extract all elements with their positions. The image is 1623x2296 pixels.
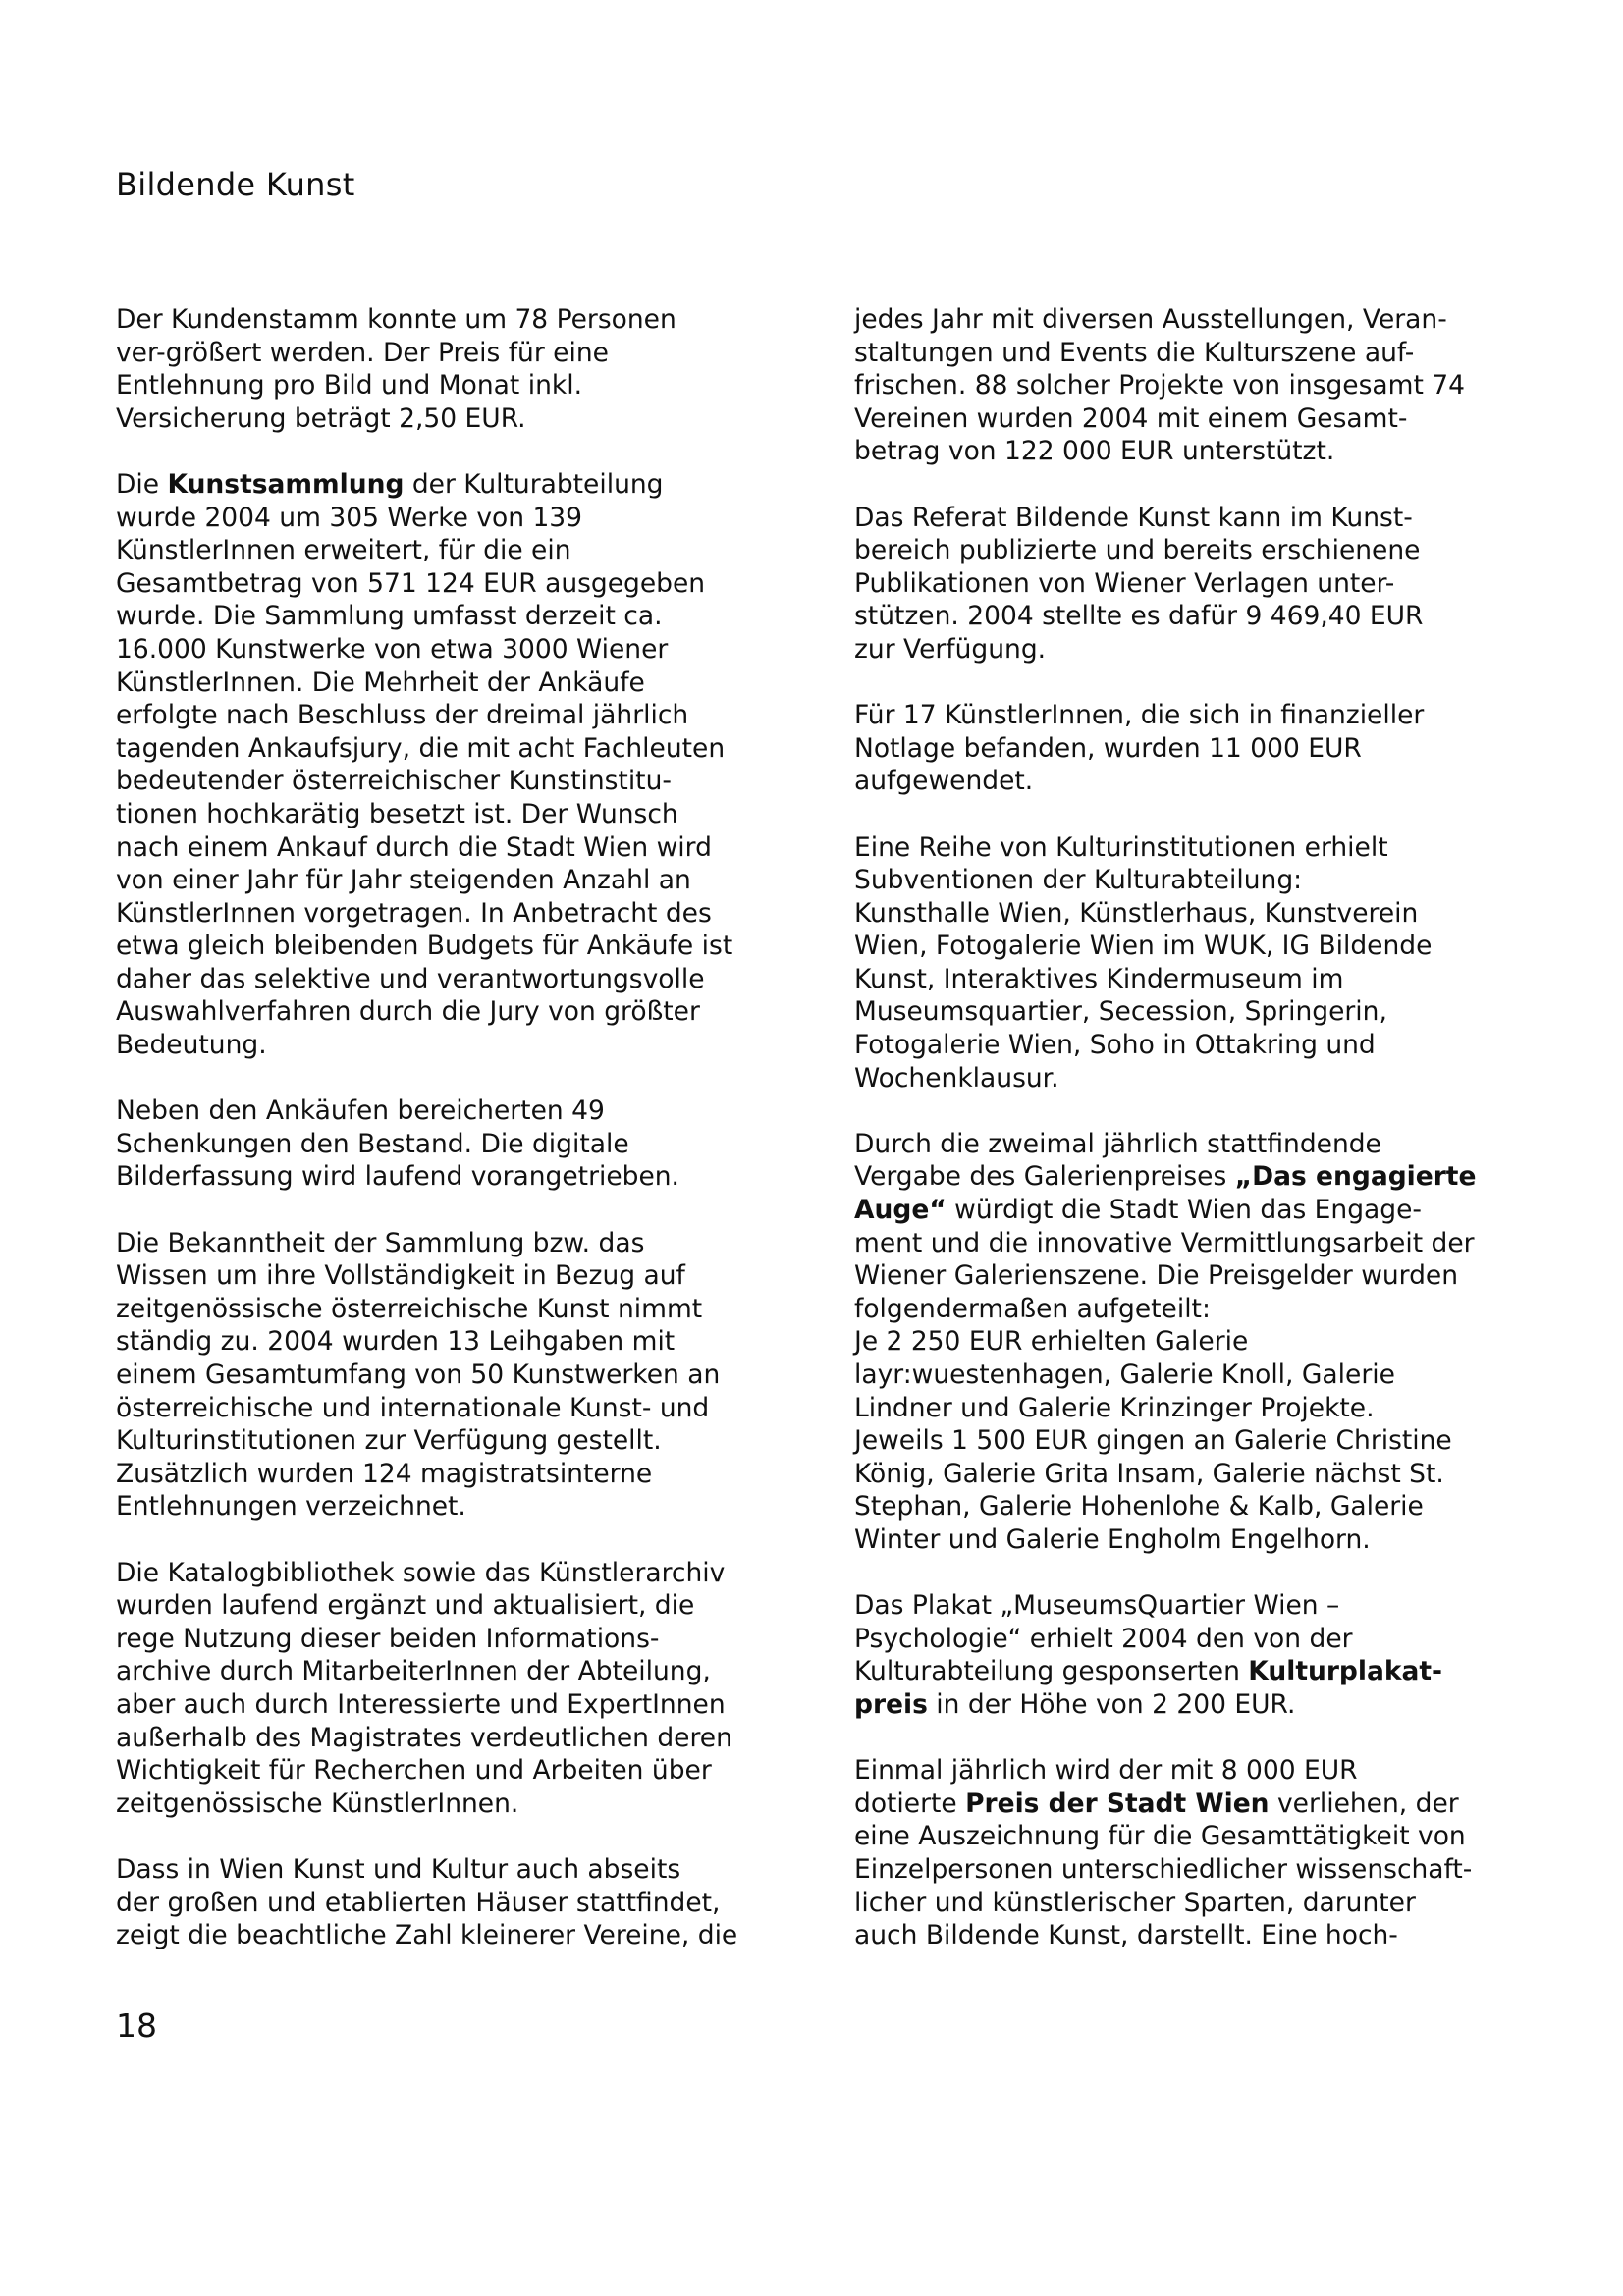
- text-run: KünstlerInnen erweitert, für die ein: [116, 535, 571, 566]
- text-line: [116, 468, 793, 502]
- text-run: frischen. 88 solcher Projekte von insgesamt 74: [854, 370, 1465, 401]
- text-run: Die Katalogbibliothek sowie das Künstlerarchiv: [116, 1557, 726, 1588]
- text-line: [116, 930, 793, 963]
- text-run: aber auch durch Interessierte und ExpertInnen: [116, 1688, 726, 1720]
- text-run: staltungen und Events die Kulturszene auf-: [854, 337, 1415, 368]
- paragraph: [854, 1754, 1532, 1952]
- text-line: [854, 732, 1532, 766]
- text-run: stützen. 2004 stellte es dafür 9 469,40 EUR: [854, 601, 1424, 632]
- text-line: [116, 963, 793, 996]
- text-run: Auswahlverfahren durch die Jury von größter: [116, 996, 700, 1028]
- text-run: Wien, Fotogalerie Wien im WUK, IG Bildende: [854, 931, 1433, 962]
- text-run: ständig zu. 2004 wurden 13 Leihgaben mit: [116, 1326, 676, 1358]
- text-run: Kunsthalle Wien, Künstlerhaus, Kunstverein: [854, 897, 1419, 929]
- text-line: [854, 765, 1532, 798]
- text-run: Neben den Ankäufen bereicherten 49: [116, 1095, 605, 1127]
- paragraph: [116, 1095, 793, 1194]
- text-line: [116, 1325, 793, 1359]
- text-line: [854, 864, 1532, 897]
- text-line: [854, 995, 1532, 1029]
- text-run: wurde. Die Sammlung umfasst derzeit ca.: [116, 601, 663, 632]
- text-line: [116, 765, 793, 798]
- text-line: [116, 534, 793, 567]
- text-run: Lindner und Galerie Krinzinger Projekte.: [854, 1392, 1375, 1423]
- text-line: [116, 1722, 793, 1755]
- text-run: der Kulturabteilung: [404, 468, 664, 500]
- text-line: [116, 402, 793, 436]
- paragraph: [854, 303, 1532, 468]
- paragraph: [854, 502, 1532, 667]
- text-line: [854, 930, 1532, 963]
- text-line: [116, 1392, 793, 1425]
- text-run: Wissen um ihre Vollständigkeit in Bezug auf: [116, 1260, 685, 1292]
- paragraph: [116, 468, 793, 1062]
- text-line: [854, 1458, 1532, 1491]
- paragraph: [854, 1589, 1532, 1721]
- text-run: Das Plakat „MuseumsQuartier Wien –: [854, 1590, 1340, 1622]
- text-run: Entlehnungen verzeichnet.: [116, 1491, 466, 1522]
- text-run: Kulturinstitutionen zur Verfügung gestellt.: [116, 1425, 662, 1457]
- text-line: [116, 1293, 793, 1326]
- text-run: nach einem Ankauf durch die Stadt Wien wird: [116, 831, 712, 863]
- text-line: [854, 567, 1532, 601]
- text-line: [116, 1589, 793, 1623]
- text-run: Die Bekanntheit der Sammlung bzw. das: [116, 1227, 645, 1258]
- text-line: [854, 502, 1532, 535]
- text-line: [854, 534, 1532, 567]
- text-run: der großen und etablierten Häuser stattfindet,: [116, 1887, 721, 1918]
- text-line: [116, 369, 793, 402]
- text-run: betrag von 122 000 EUR unterstützt.: [854, 436, 1335, 467]
- text-line: [854, 831, 1532, 865]
- text-run: Versicherung beträgt 2,50 EUR.: [116, 402, 526, 434]
- bold-text: Kulturplakat-: [1248, 1656, 1443, 1687]
- text-run: ment und die innovative Vermittlungsarbeit der: [854, 1227, 1475, 1258]
- text-run: Publikationen von Wiener Verlagen unter-: [854, 567, 1395, 599]
- text-line: [854, 337, 1532, 370]
- text-run: Vereinen wurden 2004 mit einem Gesamt-: [854, 402, 1408, 434]
- text-line: [854, 303, 1532, 337]
- text-run: layr:wuestenhagen, Galerie Knoll, Galerie: [854, 1360, 1395, 1390]
- text-line: [116, 1095, 793, 1128]
- text-line: [854, 1259, 1532, 1293]
- text-line: [854, 1820, 1532, 1853]
- text-line: [116, 337, 793, 370]
- text-line: [116, 995, 793, 1029]
- bold-text: Auge“: [854, 1195, 947, 1226]
- text-line: [854, 1887, 1532, 1920]
- text-line: [854, 1062, 1532, 1095]
- text-run: zeigt die beachtliche Zahl kleinerer Vereine, die: [116, 1920, 738, 1951]
- text-line: [854, 1688, 1532, 1722]
- text-run: Eine Reihe von Kulturinstitutionen erhielt: [854, 831, 1388, 863]
- text-line: [854, 1160, 1532, 1194]
- text-run: Zusätzlich wurden 124 magistratsinterne: [116, 1458, 653, 1489]
- text-run: Einzelpersonen unterschiedlicher wissenschaft-: [854, 1853, 1473, 1885]
- text-run: dotierte: [854, 1788, 966, 1819]
- text-line: [854, 1194, 1532, 1227]
- text-run: Subventionen der Kulturabteilung:: [854, 865, 1303, 896]
- text-line: [116, 1754, 793, 1788]
- text-run: zeitgenössische österreichische Kunst nimmt: [116, 1293, 703, 1324]
- text-run: Schenkungen den Bestand. Die digitale: [116, 1128, 629, 1159]
- text-run: zur Verfügung.: [854, 633, 1047, 665]
- text-line: [116, 831, 793, 865]
- text-line: [854, 1029, 1532, 1062]
- text-run: auch Bildende Kunst, darstellt. Eine hoch-: [854, 1920, 1398, 1951]
- text-run: Durch die zweimal jährlich stattfindende: [854, 1128, 1381, 1159]
- text-run: Kulturabteilung gesponserten: [854, 1656, 1249, 1687]
- text-run: ver-größert werden. Der Preis für eine: [116, 337, 609, 368]
- text-line: [116, 1919, 793, 1952]
- text-run: Wiener Galerienszene. Die Preisgelder wurden: [854, 1260, 1459, 1292]
- bold-text: „Das engagierte: [1234, 1161, 1477, 1193]
- text-run: Psychologie“ erhielt 2004 den von der: [854, 1623, 1353, 1654]
- text-line: [854, 1655, 1532, 1688]
- text-run: zeitgenössische KünstlerInnen.: [116, 1788, 519, 1819]
- text-line: [116, 1788, 793, 1821]
- text-line: [854, 1293, 1532, 1326]
- text-run: etwa gleich bleibenden Budgets für Ankäufe ist: [116, 931, 733, 962]
- text-run: Das Referat Bildende Kunst kann im Kunst-: [854, 502, 1413, 533]
- bold-text: Kunstsammlung: [167, 468, 405, 500]
- text-line: [116, 667, 793, 700]
- text-line: [854, 1424, 1532, 1458]
- text-run: würdigt die Stadt Wien das Engage-: [946, 1195, 1422, 1226]
- text-line: [854, 1623, 1532, 1656]
- text-line: [116, 1227, 793, 1260]
- text-line: [854, 1788, 1532, 1821]
- text-line: [116, 1623, 793, 1656]
- paragraph: [116, 1227, 793, 1523]
- text-line: [116, 1655, 793, 1688]
- page-number: 18: [116, 2006, 157, 2045]
- text-line: [116, 567, 793, 601]
- text-run: Bedeutung.: [116, 1030, 267, 1061]
- paragraph: [116, 1853, 793, 1952]
- text-run: wurden laufend ergänzt und aktualisiert, die: [116, 1590, 695, 1622]
- text-line: [116, 1359, 793, 1392]
- text-run: archive durch MitarbeiterInnen der Abteilung,: [116, 1656, 711, 1687]
- text-run: österreichische und internationale Kunst- und: [116, 1392, 710, 1423]
- text-line: [116, 1887, 793, 1920]
- text-run: Je 2 250 EUR erhielten Galerie: [854, 1326, 1249, 1358]
- text-line: [116, 897, 793, 931]
- text-line: [854, 1359, 1532, 1392]
- text-run: daher das selektive und verantwortungsvolle: [116, 963, 705, 994]
- text-line: [854, 402, 1532, 436]
- text-line: [116, 600, 793, 633]
- text-run: Einmal jährlich wird der mit 8 000 EUR: [854, 1755, 1358, 1787]
- text-run: Die: [116, 468, 168, 500]
- text-line: [854, 1523, 1532, 1557]
- text-run: Winter und Galerie Engholm Engelhorn.: [854, 1523, 1371, 1555]
- text-run: bedeutender österreichischer Kunstinstitu-: [116, 766, 672, 797]
- text-line: [116, 1259, 793, 1293]
- text-run: jedes Jahr mit diversen Ausstellungen, Veran-: [854, 304, 1447, 335]
- text-run: Bilderfassung wird laufend vorangetrieben.: [116, 1161, 679, 1193]
- text-run: Jeweils 1 500 EUR gingen an Galerie Christine: [854, 1425, 1452, 1457]
- text-line: [116, 732, 793, 766]
- text-line: [854, 963, 1532, 996]
- text-line: [116, 1424, 793, 1458]
- text-line: [854, 435, 1532, 468]
- paragraph: [854, 699, 1532, 798]
- paragraph: [854, 831, 1532, 1095]
- text-run: tagenden Ankaufsjury, die mit acht Fachleuten: [116, 732, 726, 764]
- text-run: wurde 2004 um 305 Werke von 139: [116, 502, 583, 533]
- text-line: [854, 1227, 1532, 1260]
- right-column: [854, 303, 1532, 1985]
- text-line: [116, 502, 793, 535]
- text-line: [854, 1490, 1532, 1523]
- text-run: KünstlerInnen. Die Mehrheit der Ankäufe: [116, 667, 645, 698]
- text-line: [116, 1688, 793, 1722]
- text-line: [854, 1853, 1532, 1887]
- left-column: [116, 303, 793, 1985]
- text-run: König, Galerie Grita Insam, Galerie nächst St.: [854, 1458, 1444, 1489]
- text-line: [854, 1754, 1532, 1788]
- text-run: Wochenklausur.: [854, 1062, 1059, 1094]
- text-line: [116, 699, 793, 732]
- text-run: Dass in Wien Kunst und Kultur auch abseits: [116, 1853, 681, 1885]
- text-run: von einer Jahr für Jahr steigenden Anzahl an: [116, 865, 691, 896]
- text-run: bereich publizierte und bereits erschienene: [854, 535, 1421, 566]
- text-line: [854, 1392, 1532, 1425]
- text-run: Für 17 KünstlerInnen, die sich in finanzieller: [854, 700, 1425, 731]
- text-run: Fotogalerie Wien, Soho in Ottakring und: [854, 1030, 1376, 1061]
- paragraph: [116, 1557, 793, 1821]
- text-line: [854, 600, 1532, 633]
- text-run: folgendermaßen aufgeteilt:: [854, 1293, 1211, 1324]
- text-run: Notlage befanden, wurden 11 000 EUR: [854, 732, 1362, 764]
- text-line: [854, 897, 1532, 931]
- text-line: [116, 1458, 793, 1491]
- text-run: Der Kundenstamm konnte um 78 Personen: [116, 304, 676, 335]
- text-run: Museumsquartier, Secession, Springerin,: [854, 996, 1387, 1028]
- section-title: Bildende Kunst: [116, 166, 355, 203]
- text-run: außerhalb des Magistrates verdeutlichen deren: [116, 1722, 732, 1753]
- text-run: licher und künstlerischer Sparten, darunter: [854, 1887, 1416, 1918]
- text-line: [116, 864, 793, 897]
- text-line: [116, 1853, 793, 1887]
- text-line: [854, 633, 1532, 667]
- text-run: Entlehnung pro Bild und Monat inkl.: [116, 370, 582, 401]
- text-line: [854, 1589, 1532, 1623]
- text-line: [116, 1128, 793, 1161]
- text-run: Wichtigkeit für Recherchen und Arbeiten über: [116, 1755, 712, 1787]
- text-run: in der Höhe von 2 200 EUR.: [927, 1688, 1296, 1720]
- text-run: eine Auszeichnung für die Gesamttätigkeit von: [854, 1821, 1466, 1852]
- text-line: [854, 1919, 1532, 1952]
- text-line: [854, 1325, 1532, 1359]
- text-line: [854, 699, 1532, 732]
- text-run: KünstlerInnen vorgetragen. In Anbetracht des: [116, 897, 712, 929]
- text-run: einem Gesamtumfang von 50 Kunstwerken an: [116, 1360, 721, 1390]
- text-run: tionen hochkarätig besetzt ist. Der Wunsch: [116, 798, 678, 829]
- text-line: [116, 1029, 793, 1062]
- text-line: [116, 1557, 793, 1590]
- text-run: Gesamtbetrag von 571 124 EUR ausgegeben: [116, 567, 706, 599]
- text-run: rege Nutzung dieser beiden Informations-: [116, 1623, 660, 1654]
- bold-text: preis: [854, 1688, 928, 1720]
- paragraph: [854, 1128, 1532, 1557]
- text-line: [116, 798, 793, 831]
- text-run: Vergabe des Galerienpreises: [854, 1161, 1235, 1193]
- text-line: [854, 1128, 1532, 1161]
- text-run: Kunst, Interaktives Kindermuseum im: [854, 963, 1344, 994]
- text-run: aufgewendet.: [854, 766, 1034, 797]
- text-run: erfolgte nach Beschluss der dreimal jährlich: [116, 700, 689, 731]
- text-line: [116, 633, 793, 667]
- text-run: 16.000 Kunstwerke von etwa 3000 Wiener: [116, 633, 669, 665]
- text-run: verliehen, der: [1269, 1788, 1459, 1819]
- text-line: [116, 1490, 793, 1523]
- text-line: [116, 1160, 793, 1194]
- text-line: [854, 369, 1532, 402]
- bold-text: Preis der Stadt Wien: [965, 1788, 1270, 1819]
- paragraph: [116, 303, 793, 435]
- text-run: Stephan, Galerie Hohenlohe & Kalb, Galerie: [854, 1491, 1424, 1522]
- text-line: [116, 303, 793, 337]
